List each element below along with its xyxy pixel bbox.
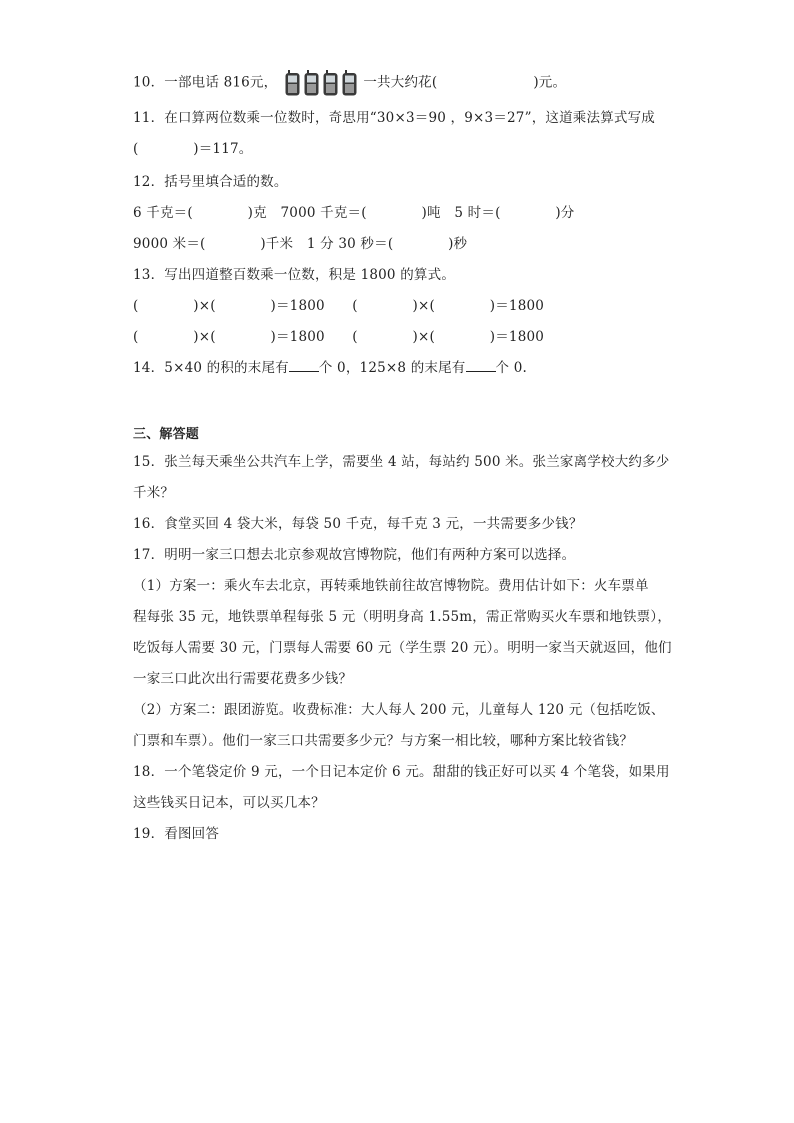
question-13-title: 13．写出四道整百数乘一位数，积是 1800 的算式。 (133, 267, 456, 283)
question-17-part-1-line-4: 一家三口此次出行需要花费多少钱？ (133, 671, 353, 687)
question-15-line-1: 15．张兰每天乘坐公共汽车上学，需要坐 4 站，每站约 500 米。张兰家离学校大约多少 (133, 454, 670, 470)
question-18-line-1: 18．一个笔袋定价 9 元，一个日记本定价 6 元。甜甜的钱正好可以买 4 个笔袋，如果用 (133, 764, 670, 780)
q14-part-2: 个 0，125×8 的末尾有 (318, 360, 466, 376)
q14-blank-1 (289, 358, 319, 372)
phone-icon (285, 70, 300, 96)
question-13-row-1: ( )×( )＝1800 ( )×( )＝1800 (133, 298, 545, 314)
section-3-heading: 三、解答题 (133, 427, 200, 442)
question-13-row-2: ( )×( )＝1800 ( )×( )＝1800 (133, 329, 545, 345)
question-17-part-1-line-1: （1）方案一：乘火车去北京，再转乘地铁前往故宫博物院。费用估计如下：火车票单 (133, 578, 649, 594)
question-17-part-2-line-2: 门票和车票）。他们一家三口共需要多少元？与方案一相比较，哪种方案比较省钱？ (133, 733, 634, 749)
question-16: 16．食堂买回 4 袋大米，每袋 50 千克，每千克 3 元，一共需要多少钱？ (133, 516, 583, 532)
phone-icon (342, 70, 357, 96)
q14-blank-2 (466, 358, 496, 372)
question-17-part-2-line-1: （2）方案二：跟团游览。收费标准：大人每人 200 元，儿童每人 120 元（包括吃饭、 (133, 702, 665, 718)
question-17-part-1-line-2: 程每张 35 元，地铁票单程每张 5 元（明明身高 1.55m，需正常购买火车票和地铁票）， (133, 609, 672, 625)
question-12-line-1: 6 千克＝( )克 7000 千克＝( )吨 5 时＝( )分 (133, 205, 575, 221)
question-17-intro: 17．明明一家三口想去北京参观故宫博物院，他们有两种方案可以选择。 (133, 547, 576, 563)
q14-part-3: 个 0. (495, 360, 527, 376)
question-18-line-2: 这些钱买日记本，可以买几本？ (133, 795, 325, 811)
question-11-line-2: ( )＝117。 (133, 141, 253, 157)
question-10 (133, 70, 566, 96)
q10-text-post: 一共大约花( (363, 74, 438, 91)
phone-icon (304, 70, 319, 96)
question-11-line-1: 11．在口算两位数乘一位数时，奇思用“30×3＝90 ，9×3＝27”，这道乘法算式写成 (133, 110, 655, 126)
question-12-line-2: 9000 米＝( )千米 1 分 30 秒＝( )秒 (133, 236, 468, 252)
phone-images (285, 70, 357, 96)
phone-icon (323, 70, 338, 96)
q10-paren-close: )元。 (533, 74, 567, 91)
q10-text-pre: 10．一部电话 816元， (133, 74, 278, 91)
question-14 (133, 358, 527, 378)
question-17-part-1-line-3: 吃饭每人需要 30 元，门票每人需要 60 元（学生票 20 元）。明明一家当天就返回，他们 (133, 640, 672, 656)
question-15-line-2: 千米？ (133, 485, 175, 501)
question-19: 19．看图回答 (133, 826, 220, 842)
question-12-title: 12．括号里填合适的数。 (133, 174, 288, 190)
q14-part-1: 14．5×40 的积的末尾有 (133, 360, 289, 376)
